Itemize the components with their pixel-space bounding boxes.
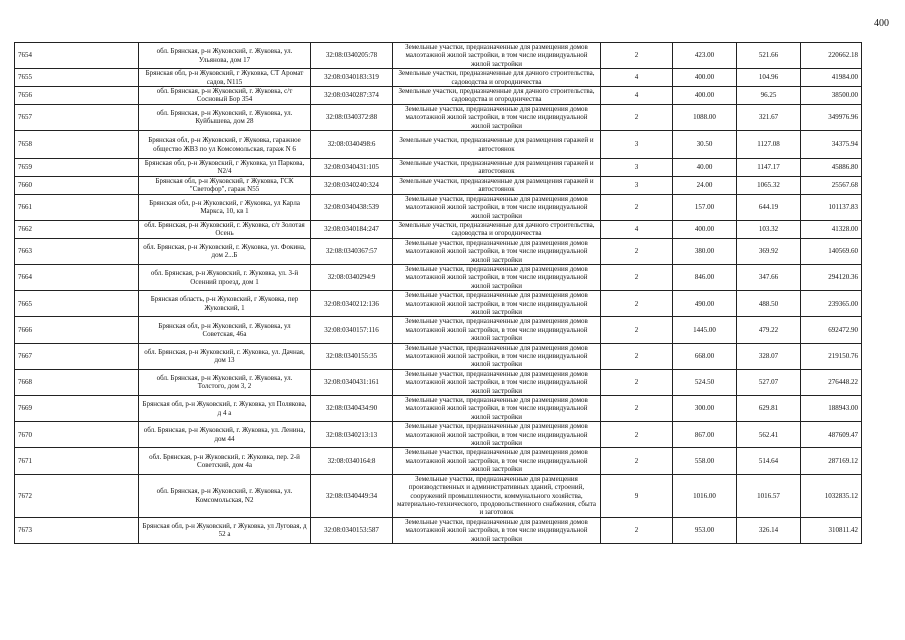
row-address: Брянская обл, р-н Жуковский, г Жуковка, СТ Аромат садов, N115 [139,69,311,87]
row-group: 2 [601,43,673,69]
row-number: 7668 [15,369,139,395]
row-cadastral-value: 287169.12 [801,448,862,474]
row-land-use-type: Земельные участки, предназначенные для размещения гаражей и автостоянок [393,159,601,177]
row-specific-value: 1016.57 [737,474,801,517]
table-row [15,343,862,369]
row-area: 846.00 [673,264,737,290]
row-area: 24.00 [673,176,737,194]
row-area: 400.00 [673,87,737,105]
row-address: Брянская обл, р-н Жуковский, г. Жуковка, ул Советская, 46а [139,317,311,343]
row-number: 7671 [15,448,139,474]
table-row [15,104,862,130]
table-row [15,369,862,395]
row-land-use-type: Земельные участки, предназначенные для размещения гаражей и автостоянок [393,176,601,194]
row-group: 2 [601,448,673,474]
row-cadastral-value: 310811.42 [801,517,862,543]
row-land-use-type: Земельные участки, предназначенные для размещения производственных и административных зданий, строений, сооружений промышленности, коммунального хозяйства, материально-технического, продовольственного снабжения, сбыта и заготовок [393,474,601,517]
row-cadastral-number: 32:08:0340431:161 [311,369,393,395]
row-area: 157.00 [673,194,737,220]
table-row [15,176,862,194]
row-specific-value: 1065.32 [737,176,801,194]
row-address: обл. Брянская, р-н Жуковский, г. Жуковка, ул. Дачная, дом 13 [139,343,311,369]
row-group: 2 [601,238,673,264]
row-land-use-type: Земельные участки, предназначенные для размещения домов малоэтажной жилой застройки, в том числе индивидуальной жилой застройки [393,448,601,474]
row-group: 2 [601,369,673,395]
row-group: 2 [601,291,673,317]
table-row [15,317,862,343]
row-specific-value: 96.25 [737,87,801,105]
row-cadastral-value: 239365.00 [801,291,862,317]
table-row [15,396,862,422]
row-group: 3 [601,159,673,177]
row-cadastral-value: 487609.47 [801,422,862,448]
row-cadastral-value: 140569.60 [801,238,862,264]
row-number: 7665 [15,291,139,317]
row-area: 1016.00 [673,474,737,517]
row-specific-value: 521.66 [737,43,801,69]
row-number: 7660 [15,176,139,194]
row-land-use-type: Земельные участки, предназначенные для размещения домов малоэтажной жилой застройки, в том числе индивидуальной жилой застройки [393,264,601,290]
row-cadastral-number: 32:08:0340434:90 [311,396,393,422]
row-cadastral-number: 32:08:0340153:587 [311,517,393,543]
row-cadastral-value: 276448.22 [801,369,862,395]
table-row [15,87,862,105]
row-area: 558.00 [673,448,737,474]
row-group: 2 [601,396,673,422]
row-cadastral-number: 32:08:0340183:319 [311,69,393,87]
row-cadastral-number: 32:08:0340155:35 [311,343,393,369]
row-cadastral-number: 32:08:0340438:539 [311,194,393,220]
row-number: 7667 [15,343,139,369]
row-number: 7673 [15,517,139,543]
row-land-use-type: Земельные участки, предназначенные для размещения домов малоэтажной жилой застройки, в том числе индивидуальной жилой застройки [393,517,601,543]
row-group: 2 [601,422,673,448]
row-address: Брянская обл, р-н Жуковский, г Жуковка, ГСК "Светофор", гараж N55 [139,176,311,194]
row-group: 9 [601,474,673,517]
row-land-use-type: Земельные участки, предназначенные для размещения домов малоэтажной жилой застройки, в том числе индивидуальной жилой застройки [393,369,601,395]
row-address: Брянская область, р-н Жуковский, г Жуковка, пер Жуковский, 1 [139,291,311,317]
row-address: обл. Брянская, р-н Жуковский, г. Жуковка, ул. Фокина, дом 2...Б [139,238,311,264]
row-address: Брянская обл, р-н Жуковский, г Жуковка, ул Луговая, д 52 а [139,517,311,543]
row-area: 1088.00 [673,104,737,130]
row-address: обл. Брянская, р-н Жуковский, г. Жуковка, ул. Комсомольская, N2 [139,474,311,517]
row-cadastral-value: 294120.36 [801,264,862,290]
row-cadastral-number: 32:08:0340294:9 [311,264,393,290]
row-land-use-type: Земельные участки, предназначенные для размещения домов малоэтажной жилой застройки, в том числе индивидуальной жилой застройки [393,317,601,343]
row-land-use-type: Земельные участки, предназначенные для дачного строительства, садоводства и огородничества [393,87,601,105]
row-address: обл. Брянская, р-н Жуковский, г. Жуковка, ул. Ленина, дом 44 [139,422,311,448]
row-number: 7658 [15,131,139,159]
row-land-use-type: Земельные участки, предназначенные для размещения домов малоэтажной жилой застройки, в том числе индивидуальной жилой застройки [393,238,601,264]
row-address: обл. Брянская, р-н Жуковский, г. Жуковка, пер. 2-й Советский, дом 4а [139,448,311,474]
cadastral-value-table [14,42,862,544]
table-row [15,43,862,69]
row-land-use-type: Земельные участки, предназначенные для размещения домов малоэтажной жилой застройки, в том числе индивидуальной жилой застройки [393,396,601,422]
row-number: 7662 [15,220,139,238]
row-specific-value: 479.22 [737,317,801,343]
row-cadastral-number: 32:08:0340164:8 [311,448,393,474]
row-address: обл. Брянская, р-н Жуковский, г. Жуковка, ул. Толстого, дом 3, 2 [139,369,311,395]
table-row [15,474,862,517]
row-group: 4 [601,87,673,105]
row-group: 2 [601,264,673,290]
row-address: обл. Брянская, р-н Жуковский, г. Жуковка, с/т Золотая Осень [139,220,311,238]
row-cadastral-number: 32:08:0340157:116 [311,317,393,343]
row-specific-value: 1147.17 [737,159,801,177]
table-row [15,69,862,87]
row-cadastral-value: 25567.68 [801,176,862,194]
table-row [15,448,862,474]
row-area: 867.00 [673,422,737,448]
table-row [15,159,862,177]
row-cadastral-number: 32:08:0340240:324 [311,176,393,194]
row-cadastral-value: 41984.00 [801,69,862,87]
row-cadastral-value: 219150.76 [801,343,862,369]
row-address: Брянская обл, р-н Жуковский, г Жуковка, ул Паркова, N2/4 [139,159,311,177]
row-number: 7657 [15,104,139,130]
table-row [15,131,862,159]
row-number: 7672 [15,474,139,517]
row-number: 7666 [15,317,139,343]
row-number: 7661 [15,194,139,220]
row-cadastral-value: 692472.90 [801,317,862,343]
row-specific-value: 326.14 [737,517,801,543]
row-number: 7669 [15,396,139,422]
row-area: 30.50 [673,131,737,159]
row-cadastral-value: 41328.00 [801,220,862,238]
row-land-use-type: Земельные участки, предназначенные для размещения домов малоэтажной жилой застройки, в том числе индивидуальной жилой застройки [393,194,601,220]
row-cadastral-value: 34375.94 [801,131,862,159]
row-group: 2 [601,343,673,369]
row-specific-value: 103.32 [737,220,801,238]
row-cadastral-number: 32:08:0340205:78 [311,43,393,69]
row-group: 3 [601,131,673,159]
row-cadastral-number: 32:08:0340184:247 [311,220,393,238]
row-area: 40.00 [673,159,737,177]
row-area: 1445.00 [673,317,737,343]
row-specific-value: 328.07 [737,343,801,369]
row-cadastral-value: 188943.00 [801,396,862,422]
row-land-use-type: Земельные участки, предназначенные для дачного строительства, садоводства и огородничества [393,69,601,87]
row-land-use-type: Земельные участки, предназначенные для размещения домов малоэтажной жилой застройки, в том числе индивидуальной жилой застройки [393,291,601,317]
row-number: 7664 [15,264,139,290]
row-land-use-type: Земельные участки, предназначенные для размещения домов малоэтажной жилой застройки, в том числе индивидуальной жилой застройки [393,104,601,130]
row-cadastral-number: 32:08:0340287:374 [311,87,393,105]
row-cadastral-number: 32:08:0340498:6 [311,131,393,159]
row-area: 524.50 [673,369,737,395]
row-group: 2 [601,517,673,543]
row-area: 400.00 [673,69,737,87]
row-cadastral-value: 1032835.12 [801,474,862,517]
row-number: 7659 [15,159,139,177]
row-specific-value: 527.07 [737,369,801,395]
row-area: 380.00 [673,238,737,264]
row-specific-value: 644.19 [737,194,801,220]
table-row [15,422,862,448]
table-row [15,291,862,317]
row-specific-value: 321.67 [737,104,801,130]
row-specific-value: 629.81 [737,396,801,422]
row-group: 4 [601,69,673,87]
row-cadastral-number: 32:08:0340212:136 [311,291,393,317]
row-land-use-type: Земельные участки, предназначенные для размещения домов малоэтажной жилой застройки, в том числе индивидуальной жилой застройки [393,422,601,448]
row-specific-value: 369.92 [737,238,801,264]
table-row [15,220,862,238]
row-specific-value: 347.66 [737,264,801,290]
row-group: 2 [601,317,673,343]
row-cadastral-value: 101137.83 [801,194,862,220]
page-number: 400 [874,18,889,29]
row-number: 7670 [15,422,139,448]
row-group: 4 [601,220,673,238]
row-address: обл. Брянская, р-н Жуковский, г. Жуковка, ул. Ульянова, дом 17 [139,43,311,69]
row-address: Брянская обл, р-н Жуковский, г Жуковка, ул Карла Маркса, 10, кв 1 [139,194,311,220]
row-land-use-type: Земельные участки, предназначенные для размещения домов малоэтажной жилой застройки, в том числе индивидуальной жилой застройки [393,43,601,69]
row-area: 668.00 [673,343,737,369]
row-number: 7663 [15,238,139,264]
row-cadastral-value: 220662.18 [801,43,862,69]
row-address: Брянская обл, р-н Жуковский, г Жуковка, гаражное общество ЖВЗ по ул Комсомольская, гараж N 6 [139,131,311,159]
table-row [15,238,862,264]
row-land-use-type: Земельные участки, предназначенные для дачного строительства, садоводства и огородничества [393,220,601,238]
table-row [15,517,862,543]
row-specific-value: 488.50 [737,291,801,317]
row-specific-value: 1127.08 [737,131,801,159]
row-area: 400.00 [673,220,737,238]
row-cadastral-number: 32:08:0340367:57 [311,238,393,264]
row-area: 490.00 [673,291,737,317]
row-address: Брянская обл, р-н Жуковский, г. Жуковка, ул Полякова, д 4 а [139,396,311,422]
row-cadastral-number: 32:08:0340449:34 [311,474,393,517]
row-land-use-type: Земельные участки, предназначенные для размещения гаражей и автостоянок [393,131,601,159]
row-area: 300.00 [673,396,737,422]
row-cadastral-number: 32:08:0340213:13 [311,422,393,448]
row-group: 2 [601,194,673,220]
row-group: 2 [601,104,673,130]
row-cadastral-value: 38500.00 [801,87,862,105]
row-address: обл. Брянская, р-н Жуковский, г. Жуковка, ул. 3-й Осенний проезд, дом 1 [139,264,311,290]
row-cadastral-number: 32:08:0340372:88 [311,104,393,130]
row-land-use-type: Земельные участки, предназначенные для размещения домов малоэтажной жилой застройки, в том числе индивидуальной жилой застройки [393,343,601,369]
row-address: обл. Брянская, р-н Жуковский, г. Жуковка, ул. Куйбышева, дом 28 [139,104,311,130]
row-specific-value: 562.41 [737,422,801,448]
row-area: 423.00 [673,43,737,69]
row-number: 7654 [15,43,139,69]
row-cadastral-value: 45886.80 [801,159,862,177]
row-area: 953.00 [673,517,737,543]
row-specific-value: 104.96 [737,69,801,87]
row-group: 3 [601,176,673,194]
row-specific-value: 514.64 [737,448,801,474]
row-address: обл. Брянская, р-н Жуковский, г. Жуковка, с/т Сосновый Бор 354 [139,87,311,105]
row-number: 7656 [15,87,139,105]
table-row [15,264,862,290]
row-cadastral-number: 32:08:0340431:105 [311,159,393,177]
table-row [15,194,862,220]
row-cadastral-value: 349976.96 [801,104,862,130]
row-number: 7655 [15,69,139,87]
